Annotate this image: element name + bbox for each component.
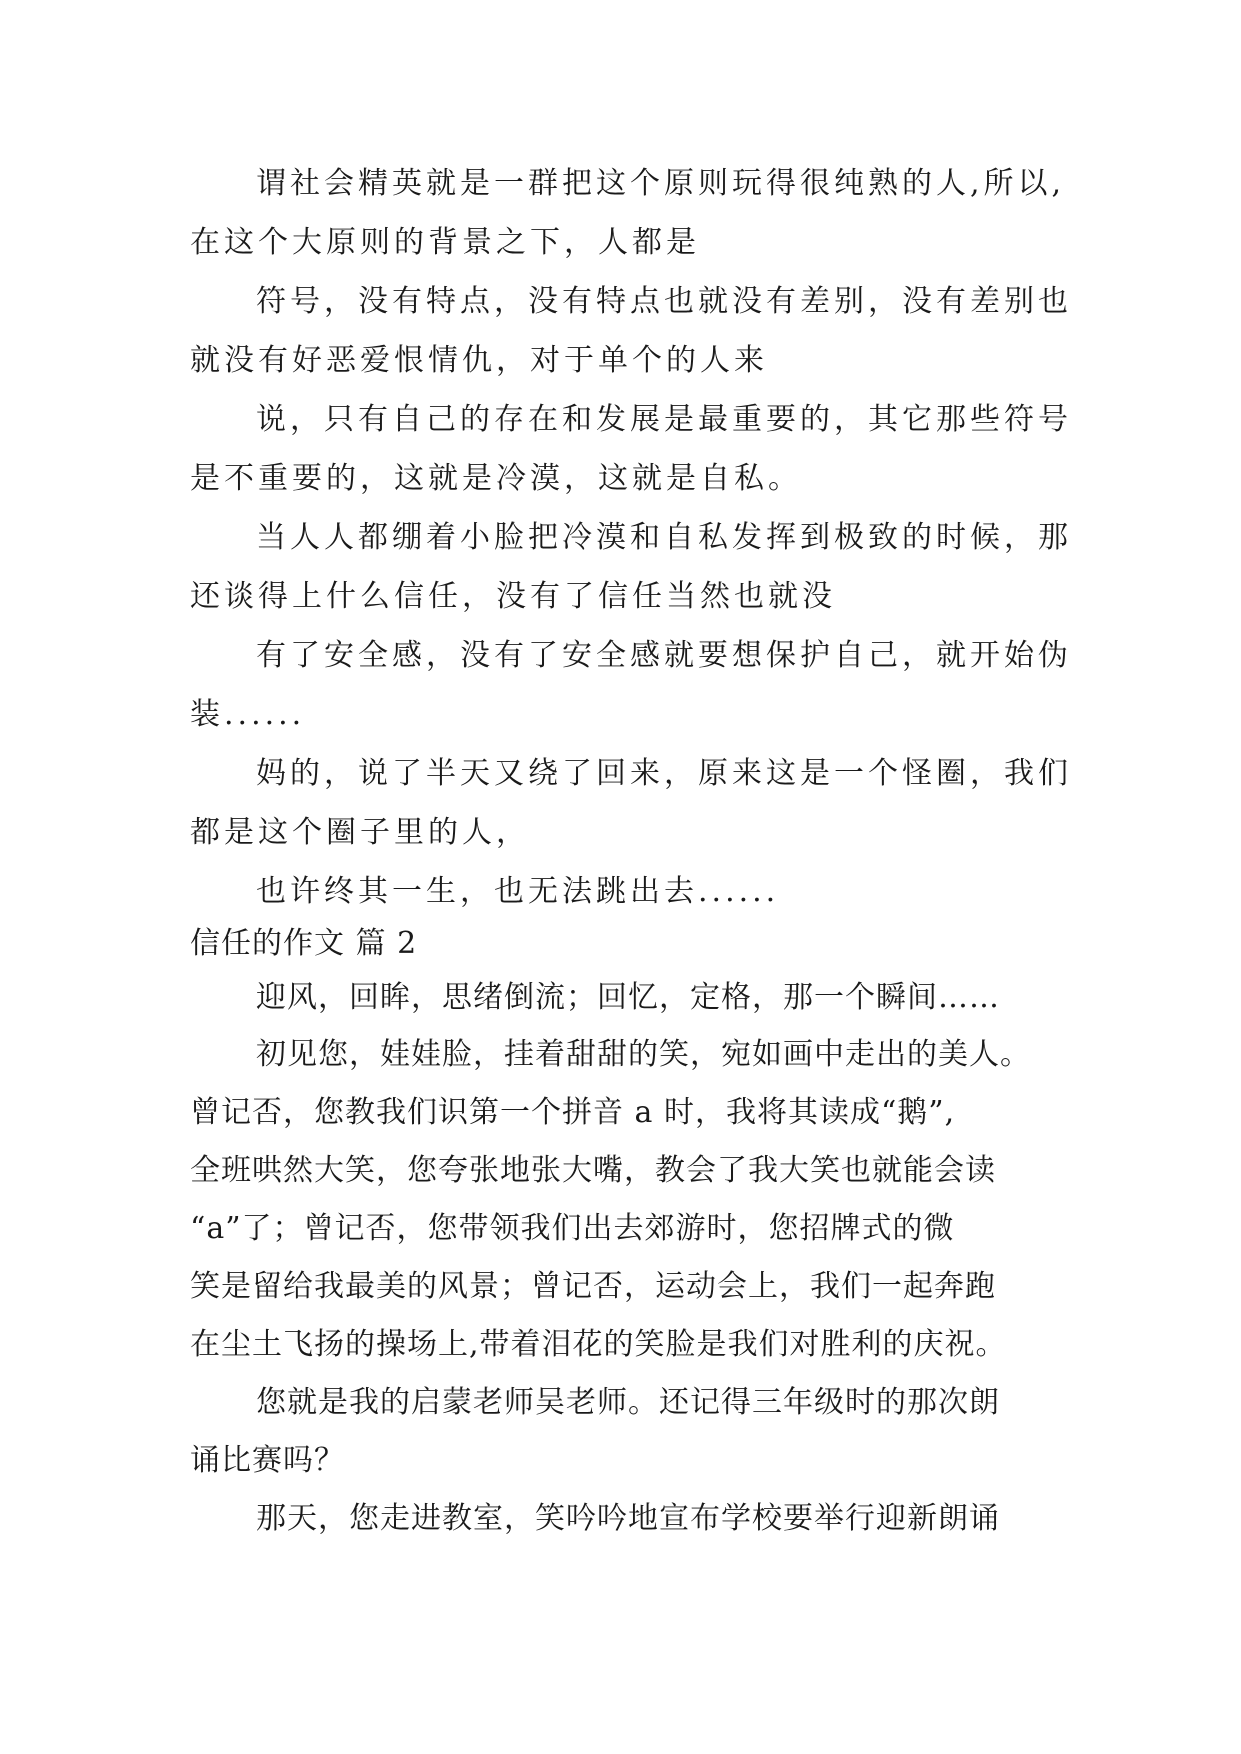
text-line: 也许终其一生，也无法跳出去...... — [256, 874, 780, 909]
text-line: 装...... — [190, 697, 306, 732]
section-heading: 信任的作文 篇 2 — [190, 926, 418, 961]
text-line: 您就是我的启蒙老师吴老师。还记得三年级时的那次朗 — [256, 1385, 1000, 1420]
text-line: 曾记否，您教我们识第一个拼音 a 时，我将其读成“鹅”, — [190, 1095, 956, 1130]
text-line: 妈的，说了半天又绕了回来，原来这是一个怪圈，我们 — [256, 756, 1072, 791]
text-line: 就没有好恶爱恨情仇，对于单个的人来 — [190, 343, 768, 378]
text-line: 在这个大原则的背景之下，人都是 — [190, 225, 700, 260]
text-line: 笑是留给我最美的风景；曾记否，运动会上，我们一起奔跑 — [190, 1269, 996, 1304]
text-line: 说，只有自己的存在和发展是最重要的，其它那些符号 — [256, 402, 1072, 437]
text-line: “a”了；曾记否，您带领我们出去郊游时，您招牌式的微 — [190, 1211, 955, 1246]
text-line: 那天，您走进教室，笑吟吟地宣布学校要举行迎新朗诵 — [256, 1501, 1000, 1536]
text-line: 初见您，娃娃脸，挂着甜甜的笑，宛如画中走出的美人。 — [256, 1037, 1031, 1072]
text-line: 在尘土飞扬的操场上,带着泪花的笑脸是我们对胜利的庆祝。 — [190, 1327, 1007, 1362]
text-line: 全班哄然大笑，您夸张地张大嘴，教会了我大笑也就能会读 — [190, 1153, 996, 1188]
text-line: 迎风，回眸，思绪倒流；回忆，定格，那一个瞬间…… — [256, 980, 1000, 1015]
text-line: 谓社会精英就是一群把这个原则玩得很纯熟的人,所以, — [256, 166, 1066, 201]
text-line: 是不重要的，这就是冷漠，这就是自私。 — [190, 461, 802, 496]
text-line: 有了安全感，没有了安全感就要想保护自己，就开始伪 — [256, 638, 1072, 673]
text-line: 还谈得上什么信任，没有了信任当然也就没 — [190, 579, 836, 614]
text-line: 都是这个圈子里的人， — [190, 815, 530, 850]
text-line: 诵比赛吗？ — [190, 1443, 345, 1478]
text-line: 当人人都绷着小脸把冷漠和自私发挥到极致的时候，那 — [256, 520, 1072, 555]
text-line: 符号，没有特点，没有特点也就没有差别，没有差别也 — [256, 284, 1072, 319]
